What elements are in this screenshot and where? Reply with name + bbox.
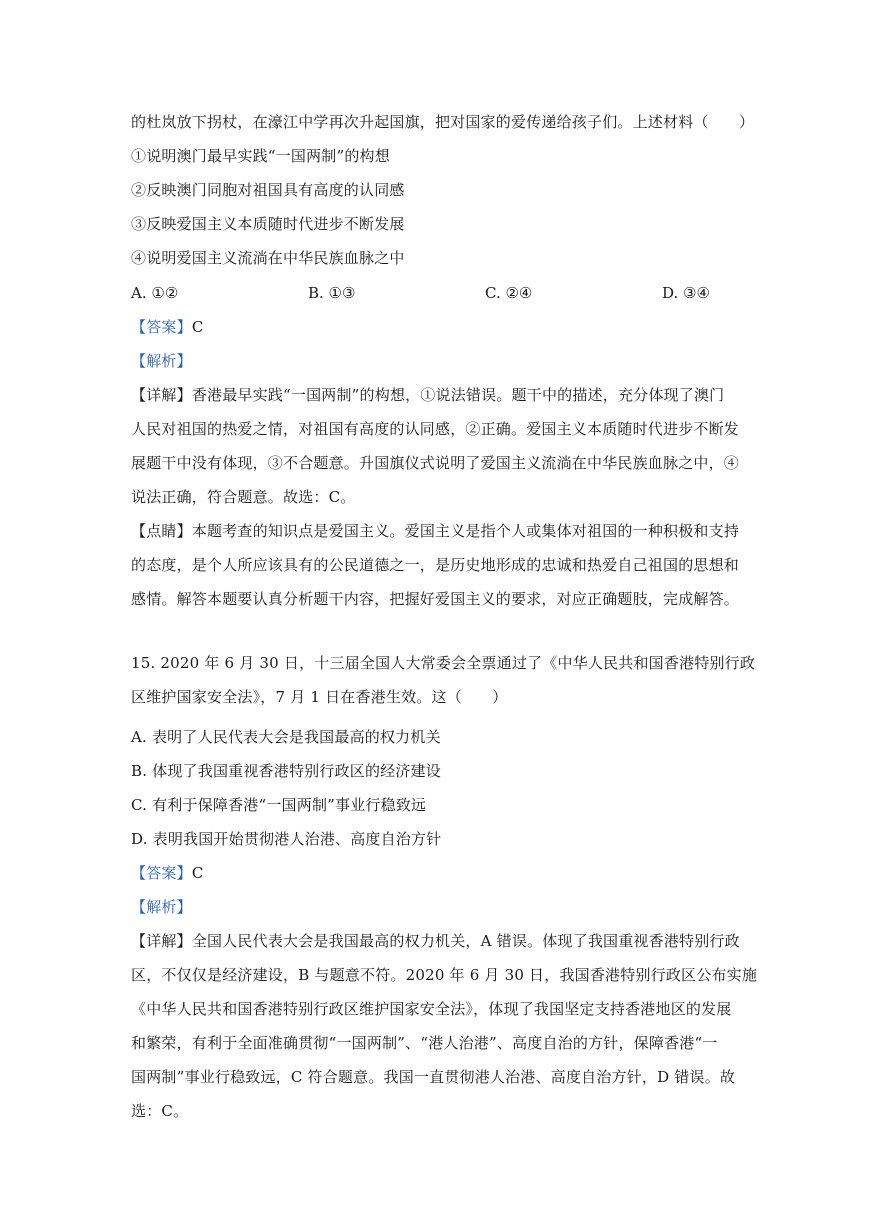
q14-option-d: D. ③④ — [662, 284, 710, 302]
q14-comment-line-2: 的态度，是个人所应该具有的公民道德之一，是历史地形成的忠诚和热爱自己祖国的思想和 — [131, 556, 740, 574]
q15-detail-line-4: 和繁荣，有利于全面准确贯彻“一国两制”、“港人治港”、高度自治的方针，保障香港“一 — [131, 1034, 718, 1052]
q15-detail-line-5: 国两制”事业行稳致远，C 符合题意。我国一直贯彻港人治港、高度自治方针，D 错误。故 — [131, 1068, 736, 1086]
q15-option-d: D. 表明我国开始贯彻港人治港、高度自治方针 — [131, 830, 442, 848]
q15-stem-line-1: 15. 2020 年 6 月 30 日，十三届全国人大常委会全票通过了《中华人民共和国香港特别行政 — [131, 654, 756, 672]
answer-value: C — [191, 318, 204, 336]
comment-text: 本题考查的知识点是爱国主义。爱国主义是指个人或集体对祖国的一种积极和支持 — [191, 522, 740, 540]
q14-item-3: ③反映爱国主义本质随时代进步不断发展 — [131, 215, 405, 233]
q14-option-c: C. ②④ — [485, 284, 533, 302]
comment-tag: 【点睛】 — [131, 522, 192, 540]
q15-detail-line-6: 选：C。 — [131, 1102, 189, 1120]
q15-detail-line-2: 区，不仅仅是经济建设，B 与题意不符。2020 年 6 月 30 日，我国香港特别行政区公布实施 — [131, 966, 758, 984]
q14-item-2: ②反映澳门同胞对祖国具有高度的认同感 — [131, 181, 405, 199]
analysis-tag: 【解析】 — [131, 898, 192, 916]
q14-item-1: ①说明澳门最早实践“一国两制”的构想 — [131, 147, 390, 165]
q15-option-c: C. 有利于保障香港“一国两制”事业行稳致远 — [131, 796, 427, 814]
q15-detail-line-3: 《中华人民共和国香港特别行政区维护国家安全法》，体现了我国坚定支持香港地区的发展 — [131, 1000, 732, 1018]
q14-detail-line-1 — [131, 385, 741, 405]
q15-stem-line-2: 区维护国家安全法》，7 月 1 日在香港生效。这（ ） — [131, 688, 508, 706]
detail-text: 香港最早实践“一国两制”的构想，①说法错误。题干中的描述，充分体现了澳门 — [191, 386, 725, 404]
q14-comment-line-3: 感情。解答本题要认真分析题干内容，把握好爱国主义的要求，对应正确题肢，完成解答。 — [131, 590, 740, 608]
q15-analysis — [131, 897, 741, 917]
q15-detail-line-1 — [131, 931, 741, 951]
q14-comment-line-1 — [131, 521, 741, 541]
q14-detail-line-4: 说法正确，符合题意。故选：C。 — [131, 488, 356, 506]
q14-detail-line-3: 展题干中没有体现，③不合题意。升国旗仪式说明了爱国主义流淌在中华民族血脉之中，④ — [131, 454, 740, 472]
detail-tag: 【详解】 — [131, 932, 192, 950]
answer-tag: 【答案】 — [131, 864, 192, 882]
detail-tag: 【详解】 — [131, 386, 192, 404]
q14-option-a: A. ①② — [131, 284, 179, 302]
q14-answer — [131, 317, 741, 337]
detail-text: 全国人民代表大会是我国最高的权力机关，A 错误。体现了我国重视香港特别行政 — [191, 932, 740, 950]
answer-value: C — [191, 864, 204, 882]
q14-stem-tail: 的杜岚放下拐杖，在濠江中学再次升起国旗，把对国家的爱传递给孩子们。上述材料（ ） — [131, 113, 755, 131]
q15-option-a: A. 表明了人民代表大会是我国最高的权力机关 — [131, 728, 441, 746]
q14-analysis — [131, 351, 741, 371]
answer-tag: 【答案】 — [131, 318, 192, 336]
q14-item-4: ④说明爱国主义流淌在中华民族血脉之中 — [131, 249, 405, 267]
q15-answer — [131, 863, 741, 883]
q15-option-b: B. 体现了我国重视香港特别行政区的经济建设 — [131, 762, 441, 780]
q14-option-b: B. ①③ — [308, 284, 356, 302]
analysis-tag: 【解析】 — [131, 352, 192, 370]
q14-detail-line-2: 人民对祖国的热爱之情，对祖国有高度的认同感，②正确。爱国主义本质随时代进步不断发 — [131, 420, 740, 438]
